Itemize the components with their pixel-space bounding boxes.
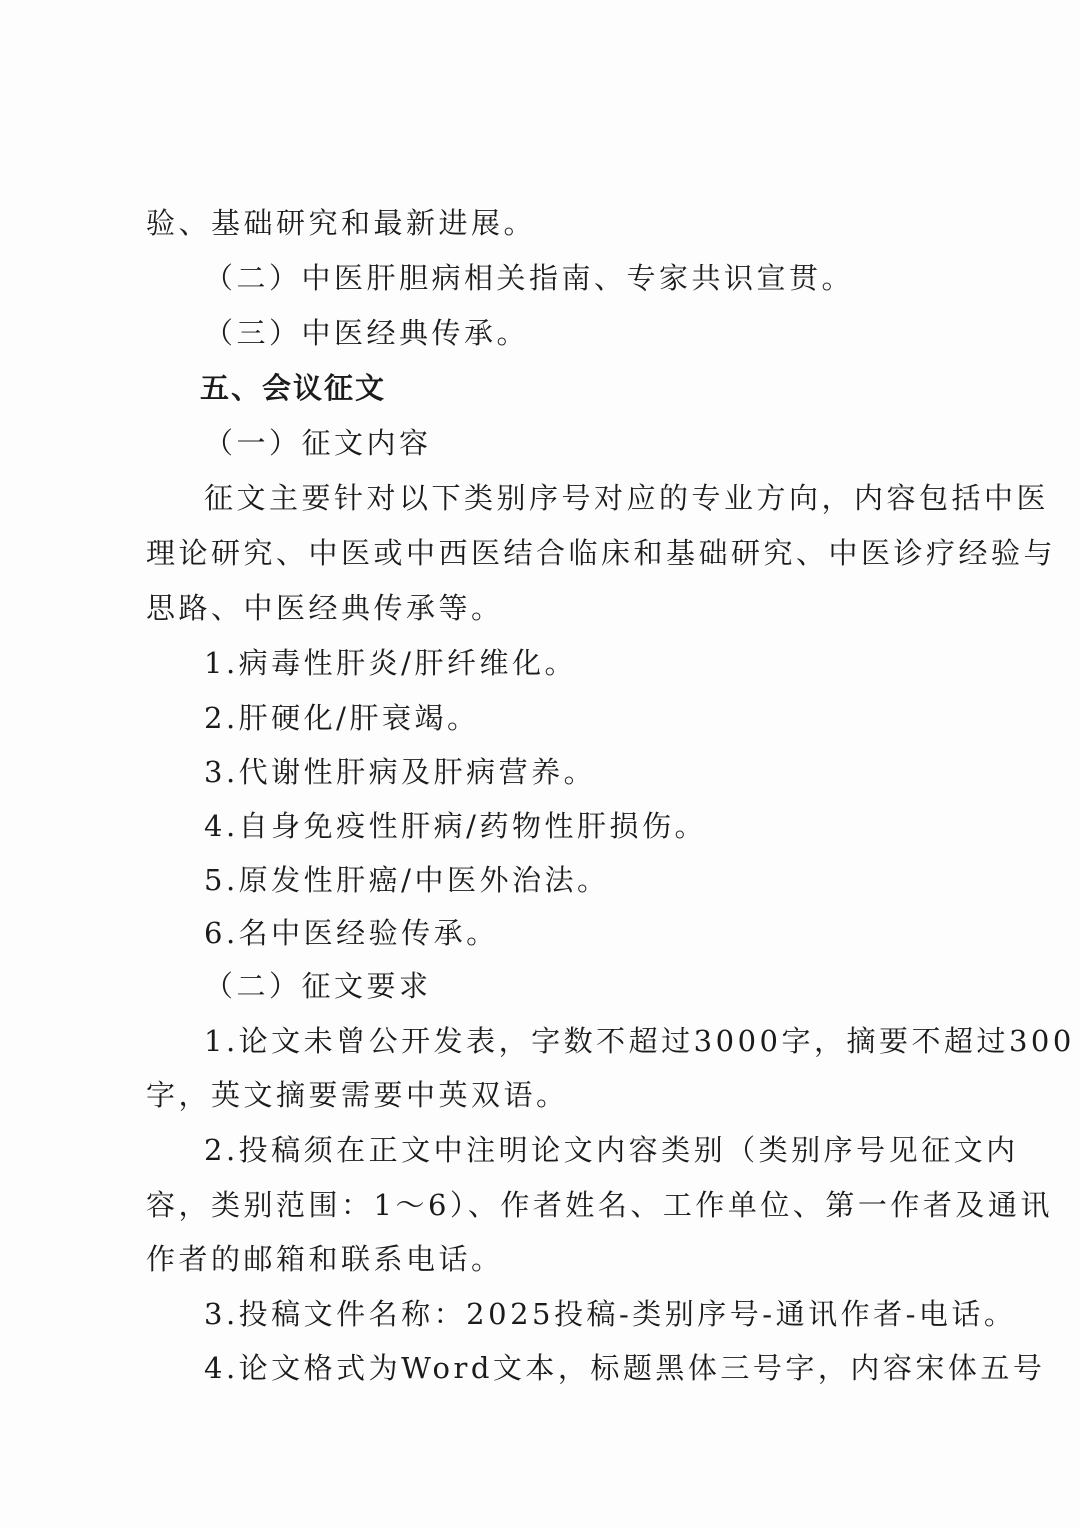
subheading-line: （一）征文内容 [204,426,432,460]
list-item: 6.名中医经验传承。 [204,916,499,950]
list-item: 2.肝硬化/肝衰竭。 [204,701,480,735]
list-item: 1.病毒性肝炎/肝纤维化。 [204,646,577,680]
paragraph-line: 作者的邮箱和联系电话。 [146,1242,504,1276]
subheading-line: （二）中医肝胆病相关指南、专家共识宣贯。 [204,261,855,295]
subheading-line: （二）征文要求 [204,969,432,1003]
subheading-line: （三）中医经典传承。 [204,316,530,350]
paragraph-line: 征文主要针对以下类别序号对应的专业方向，内容包括中医 [204,481,1050,515]
paragraph-line: 思路、中医经典传承等。 [146,591,504,625]
list-item: 3.投稿文件名称：2025投稿-类别序号-通讯作者-电话。 [204,1297,1017,1331]
paragraph-line: 容，类别范围：1～6）、作者姓名、工作单位、第一作者及通讯 [146,1188,1053,1222]
paragraph-line: 字，英文摘要需要中英双语。 [146,1078,569,1112]
list-item: 3.代谢性肝病及肝病营养。 [204,755,597,789]
paragraph-line: 2.投稿须在正文中注明论文内容类别（类别序号见征文内 [204,1133,1019,1167]
list-item: 4.自身免疫性肝病/药物性肝损伤。 [204,809,707,843]
paragraph-line: 理论研究、中医或中西医结合临床和基础研究、中医诊疗经验与 [146,536,1057,570]
section-heading: 五、会议征文 [200,371,387,405]
paragraph-line: 验、基础研究和最新进展。 [146,206,537,240]
list-item: 5.原发性肝癌/中医外治法。 [204,863,610,897]
paragraph-line: 4.论文格式为Word文本，标题黑体三号字，内容宋体五号 [204,1351,1046,1385]
paragraph-line: 1.论文未曾公开发表，字数不超过3000字，摘要不超过300 [204,1024,1075,1058]
